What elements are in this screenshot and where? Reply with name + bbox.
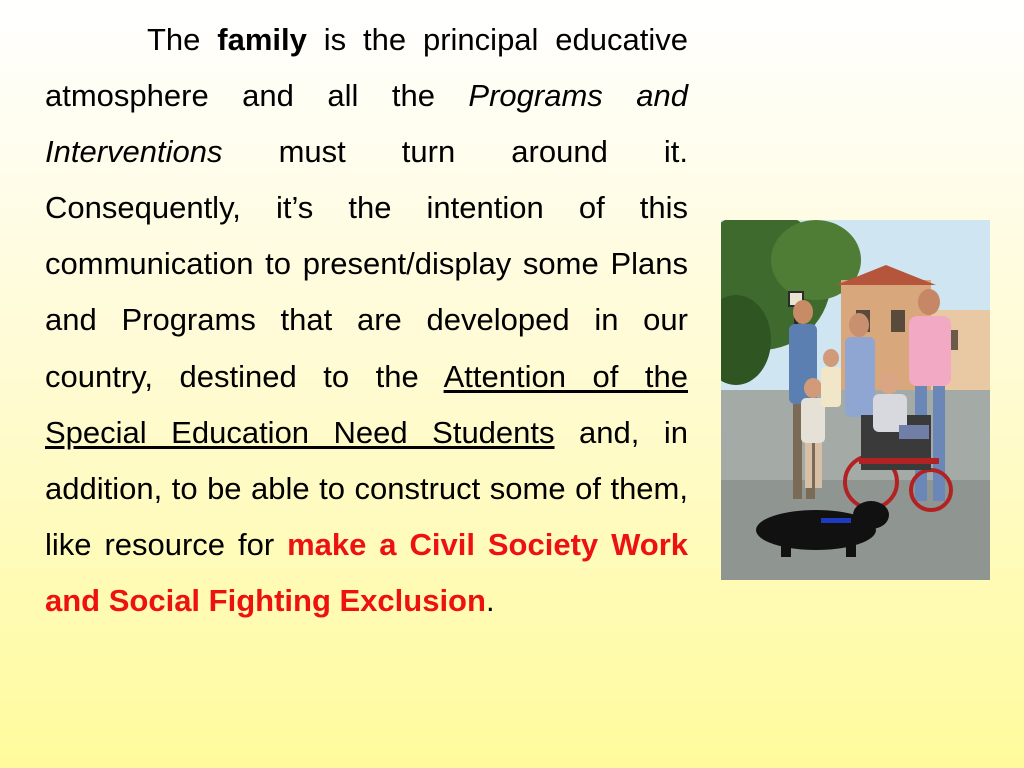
text-educative: is the principal educative atmosphere and all the xyxy=(45,22,689,114)
text-intention: must turn around it. Consequently, it’s the intention of this communication to present/display some Plans and Programs that are developed in our country, destined to the xyxy=(45,134,688,394)
emphasis-programs: Programs and Interventions xyxy=(45,78,688,170)
body-paragraph xyxy=(45,12,688,629)
highlight-civil-society: make a Civil Society Work and Social Fighting Exclusion xyxy=(45,526,689,618)
family-photo xyxy=(721,220,990,580)
text-intro: The xyxy=(147,22,218,57)
emphasis-family: family xyxy=(217,22,307,57)
text-period: . xyxy=(485,582,495,618)
underlined-attention: Attention of the Special Education Need Students xyxy=(45,358,688,450)
text-construct: and, in addition, to be able to construct some of them, like resource for xyxy=(45,414,688,562)
